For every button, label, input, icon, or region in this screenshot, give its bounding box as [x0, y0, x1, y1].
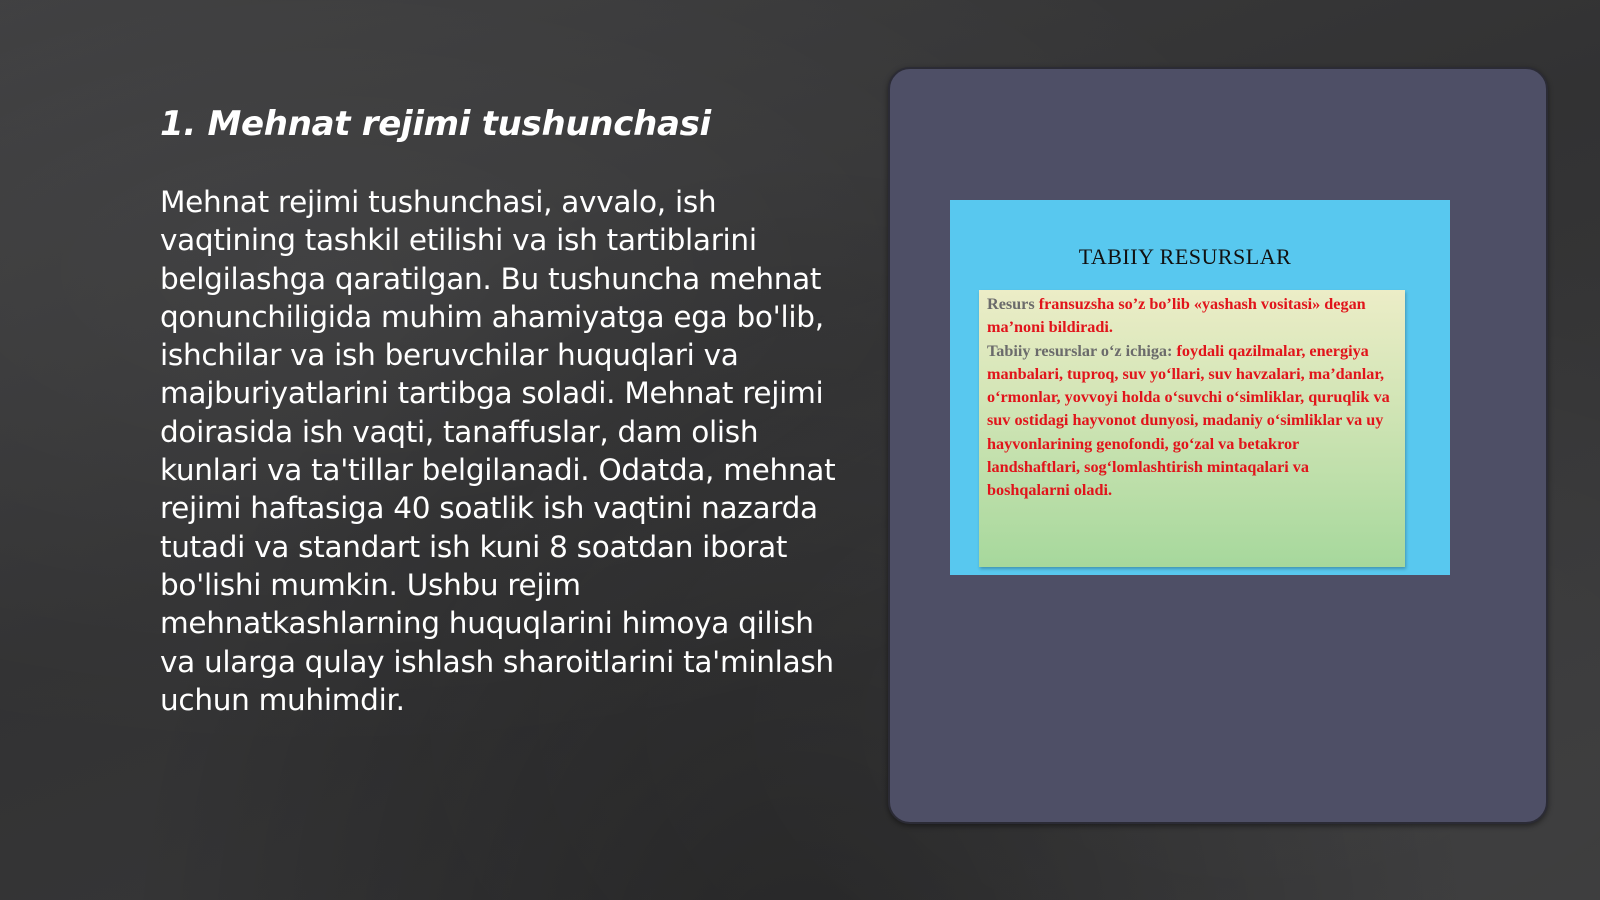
embedded-text-box — [979, 290, 1405, 567]
slide-title: 1. Mehnat rejimi tushunchasi — [160, 104, 711, 144]
embedded-slide-image — [950, 200, 1450, 575]
slide-body-text: Mehnat rejimi tushunchasi, avvalo, ish vaqtining tashkil etilishi va ish tartiblarini belgilashga qaratilgan. Bu tushuncha mehnat qonunchiligida muhim ahamiyatga ega bo'lib, ishchilar va ish beruvchilar huquqlari va majburiyatlarini tartibga soladi. Mehnat rejimi doirasida ish vaqti, tanaffuslar, dam olish kunlari va ta'tillar belgilanadi. Odatda, mehnat rejimi haftasiga 40 soatlik ish vaqtini nazarda tutadi va standart ish kuni 8 soatdan iborat bo'lishi mumkin. Ushbu rejim mehnatkashlarning huquqlarini himoya qilish va ularga qulay ishlash sharoitlarini ta'minlash uchun muhimdir. — [160, 185, 836, 717]
tabiiy-resurslar-list: foydali qazilmalar, energiya manbalari, tuproq, suv yo‘llari, suv havzalari, ma’danlar, o‘rmonlar, yovvoyi holda o‘suvchi o‘simliklar, quruqlik va suv ostidagi hayvonot dunyosi, madaniy o‘simliklar va uy hayvonlarining genofondi, go‘zal va betakror landshaftlari, sog‘lomlashtirish mintaqalari va boshqalarni oladi. — [987, 341, 1390, 500]
embedded-slide-heading: TABIIY RESURSLAR — [1078, 244, 1292, 269]
embedded-paragraph-1 — [987, 293, 1395, 340]
term-resurs: Resurs — [987, 295, 1035, 313]
tabiiy-resurslar-lead: Tabiiy resurslar o‘z ichiga: — [987, 341, 1173, 360]
embedded-paragraph-2 — [987, 340, 1395, 503]
resurs-definition: fransuzsha so’z bo’lib «yashash vositasi» degan ma’noni bildiradi. — [987, 295, 1366, 337]
